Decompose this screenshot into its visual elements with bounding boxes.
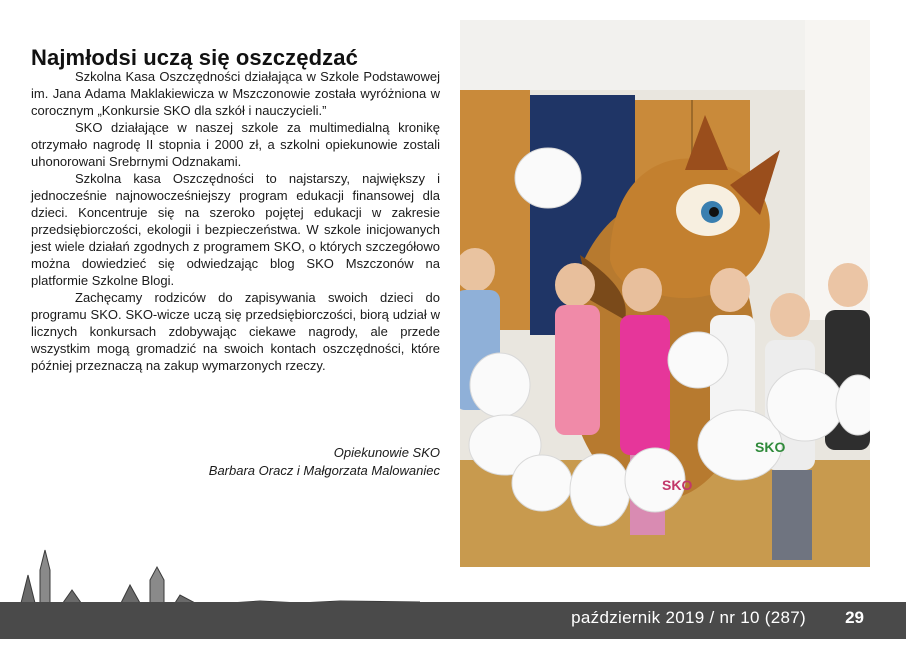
article-paragraph-1: Szkolna Kasa Oszczędności działająca w Szkole Podstawowej im. Jana Adama Maklakiewicza w Mszczonowie została wyróżniona w corocznym „Konkursie SKO dla szkół i nauczycieli.” — [31, 69, 440, 118]
balloon-logo-2: SKO — [755, 439, 786, 455]
signature-role: Opiekunowie SKO — [333, 445, 440, 460]
article-paragraph-3: Szkolna kasa Oszczędności to najstarszy, największy i jednocześnie najnowocześniejszy program edukacji finansowej dla dzieci. Koncentruje się na szeroko pojętej edukacji w zakresie przedsiębiorczości, ekologii i bezpieczeństwa. W szkole inicjowanych jest wiele działań zgodnych z programem SKO, o których szczegółowo można dowiedzieć się odwiedzając blog SKO Mszczonów na platformie Szkolne Blogi. — [31, 171, 440, 288]
article-photo — [460, 20, 870, 567]
page-number: 29 — [845, 608, 864, 627]
balloon-logo: SKO — [662, 477, 693, 493]
article-body — [31, 68, 440, 374]
photo-illustration — [460, 20, 870, 567]
article-paragraph-4: Zachęcamy rodziców do zapisywania swoich dzieci do programu SKO. SKO-wicze uczą się przedsiębiorczości, biorą udział w licznych konkursach zdobywając ciekawe nagrody, ale przede wszystkim mogą gromadzić na swoich kontach oszczędności, które później przeznaczą na zakup wymarzonych rzeczy. — [31, 290, 440, 373]
footer-issue-info: październik 2019 / nr 10 (287) — [571, 608, 806, 627]
signature-names: Barbara Oracz i Małgorzata Malowaniec — [208, 463, 440, 478]
page-title: Najmłodsi uczą się oszczędzać — [31, 44, 358, 70]
article-paragraph-2: SKO działające w naszej szkole za multimedialną kronikę otrzymało nagrodę II stopnia i 2000 zł, a szkolni opiekunowie zostali uhonorowani Srebrnymi Odznakami. — [31, 120, 440, 169]
